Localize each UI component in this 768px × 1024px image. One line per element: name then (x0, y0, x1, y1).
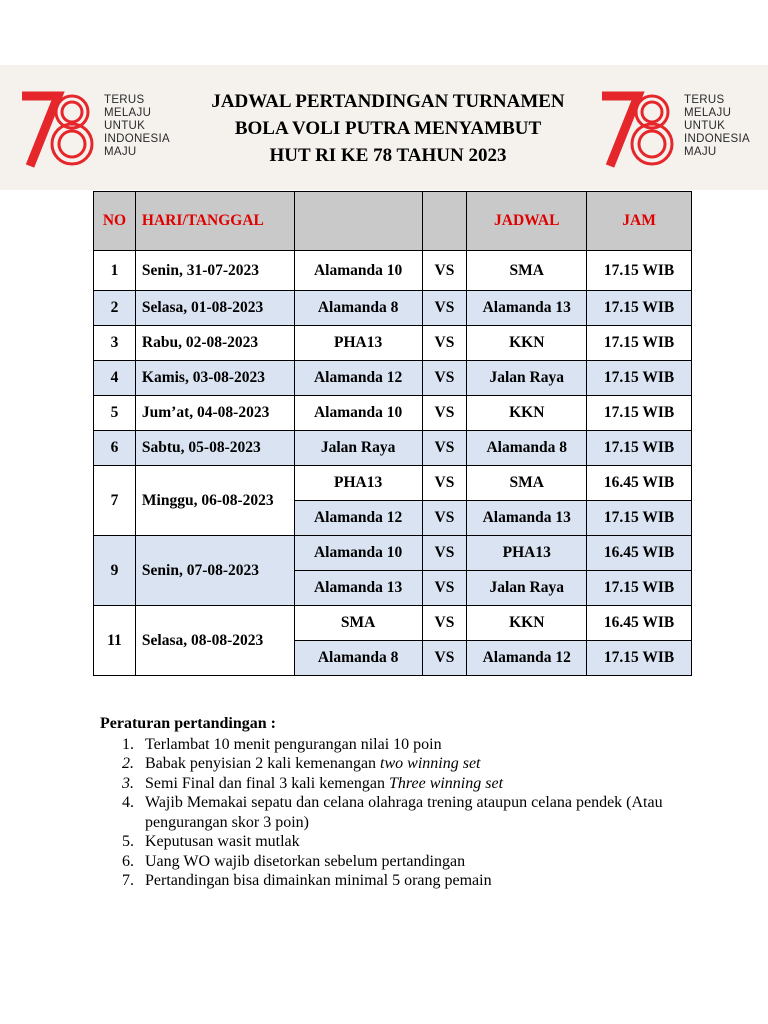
row-team2: Alamanda 13 (467, 501, 587, 536)
row-team1: PHA13 (294, 326, 422, 361)
header-vs (422, 192, 467, 251)
row-vs: VS (422, 251, 467, 291)
row-time: 17.15 WIB (587, 326, 692, 361)
table-row (94, 251, 692, 291)
row-no: 9 (94, 536, 136, 606)
table-header-row (94, 192, 692, 251)
row-team1: Alamanda 10 (294, 251, 422, 291)
row-team2: KKN (467, 606, 587, 641)
header-time: JAM (587, 192, 692, 251)
row-team1: Jalan Raya (294, 431, 422, 466)
row-team1: Alamanda 8 (294, 291, 422, 326)
row-team1: Alamanda 8 (294, 641, 422, 676)
row-no: 4 (94, 361, 136, 396)
title-line-1: JADWAL PERTANDINGAN TURNAMEN (211, 91, 565, 112)
header-day: HARI/TANGGAL (135, 192, 294, 251)
row-vs: VS (422, 501, 467, 536)
row-no: 11 (94, 606, 136, 676)
row-day: Senin, 07-08-2023 (135, 536, 294, 606)
table-row (94, 326, 692, 361)
row-day: Minggu, 06-08-2023 (135, 466, 294, 536)
row-time: 17.15 WIB (587, 291, 692, 326)
rules-list (100, 735, 720, 891)
row-time: 17.15 WIB (587, 641, 692, 676)
row-day: Jum’at, 04-08-2023 (135, 396, 294, 431)
title-line-2: BOLA VOLI PUTRA MENYAMBUT (234, 118, 542, 139)
logo-78-icon (20, 82, 100, 172)
row-team2: Jalan Raya (467, 361, 587, 396)
row-day: Rabu, 02-08-2023 (135, 326, 294, 361)
table-row (94, 361, 692, 396)
row-team2: Alamanda 13 (467, 291, 587, 326)
rule-item: 5. Keputusan wasit mutlak (122, 833, 300, 850)
hut-ri-78-logo-left (20, 82, 190, 172)
table-row (94, 291, 692, 326)
row-time: 17.15 WIB (587, 571, 692, 606)
row-no: 6 (94, 431, 136, 466)
header-team1 (294, 192, 422, 251)
row-team1: Alamanda 13 (294, 571, 422, 606)
row-vs: VS (422, 326, 467, 361)
logo-text: TERUS MELAJU UNTUK INDONESIA MAJU (684, 94, 750, 158)
row-time: 16.45 WIB (587, 606, 692, 641)
row-team2: Alamanda 8 (467, 431, 587, 466)
rules-section (100, 714, 720, 891)
rule-item: 2. Babak penyisian 2 kali kemenangan two winning set (122, 755, 481, 772)
row-vs: VS (422, 571, 467, 606)
rule-item: 6. Uang WO wajib disetorkan sebelum pertandingan (122, 852, 466, 870)
row-team1: PHA13 (294, 466, 422, 501)
row-team2: KKN (467, 396, 587, 431)
row-time: 17.15 WIB (587, 431, 692, 466)
table-row (94, 536, 692, 571)
table-row (94, 606, 692, 641)
row-day: Sabtu, 05-08-2023 (135, 431, 294, 466)
row-time: 17.15 WIB (587, 501, 692, 536)
row-vs: VS (422, 536, 467, 571)
row-day: Senin, 31-07-2023 (135, 251, 294, 291)
document-title (210, 88, 566, 168)
row-team2: KKN (467, 326, 587, 361)
row-no: 5 (94, 396, 136, 431)
row-team1: Alamanda 12 (294, 361, 422, 396)
rule-item: 4. Wajib Memakai sepatu dan celana olahraga trening ataupun celana pendek (Atau pengurangan skor 3 poin) (122, 794, 663, 831)
title-line-3: HUT RI KE 78 TAHUN 2023 (269, 145, 507, 166)
schedule-table (93, 191, 692, 676)
row-time: 17.15 WIB (587, 361, 692, 396)
row-time: 17.15 WIB (587, 396, 692, 431)
header-no: NO (94, 192, 136, 251)
row-time: 16.45 WIB (587, 536, 692, 571)
logo-text: TERUS MELAJU UNTUK INDONESIA MAJU (104, 94, 170, 158)
rule-item: 1. Terlambat 10 menit pengurangan nilai 10 poin (122, 735, 442, 753)
row-day: Selasa, 01-08-2023 (135, 291, 294, 326)
row-vs: VS (422, 641, 467, 676)
rules-heading: Peraturan pertandingan : (100, 715, 276, 732)
row-day: Kamis, 03-08-2023 (135, 361, 294, 396)
row-team2: SMA (467, 251, 587, 291)
row-team2: PHA13 (467, 536, 587, 571)
row-time: 16.45 WIB (587, 466, 692, 501)
row-team2: Alamanda 12 (467, 641, 587, 676)
row-day: Selasa, 08-08-2023 (135, 606, 294, 676)
row-vs: VS (422, 291, 467, 326)
row-vs: VS (422, 361, 467, 396)
row-team2: SMA (467, 466, 587, 501)
row-time: 17.15 WIB (587, 251, 692, 291)
row-team1: Alamanda 10 (294, 536, 422, 571)
row-no: 3 (94, 326, 136, 361)
row-vs: VS (422, 396, 467, 431)
table-row (94, 431, 692, 466)
hut-ri-78-logo-right (600, 82, 768, 172)
row-no: 1 (94, 251, 136, 291)
row-team1: SMA (294, 606, 422, 641)
row-vs: VS (422, 606, 467, 641)
row-vs: VS (422, 431, 467, 466)
row-vs: VS (422, 466, 467, 501)
row-team1: Alamanda 10 (294, 396, 422, 431)
row-team2: Jalan Raya (467, 571, 587, 606)
logo-78-icon (600, 82, 680, 172)
row-no: 2 (94, 291, 136, 326)
row-no: 7 (94, 466, 136, 536)
table-row (94, 396, 692, 431)
table-row (94, 466, 692, 501)
row-team1: Alamanda 12 (294, 501, 422, 536)
rule-item: 3. Semi Final dan final 3 kali kemengan Three winning set (122, 774, 504, 792)
rule-item: 7. Pertandingan bisa dimainkan minimal 5 orang pemain (122, 872, 492, 889)
header-schedule: JADWAL (467, 192, 587, 251)
